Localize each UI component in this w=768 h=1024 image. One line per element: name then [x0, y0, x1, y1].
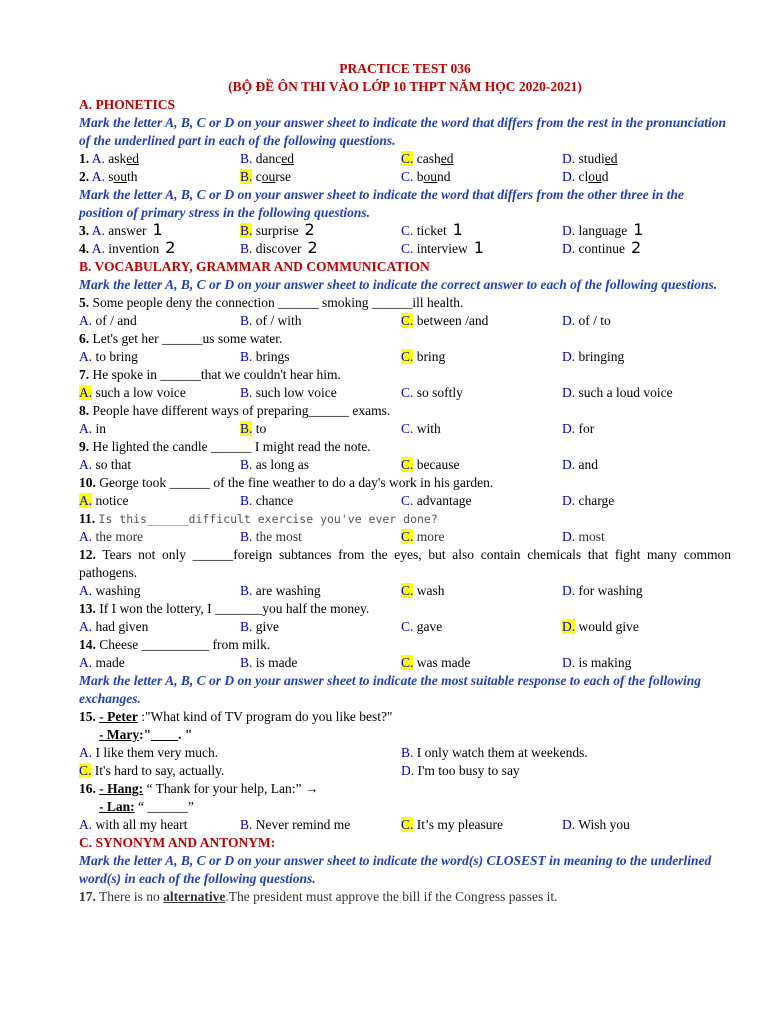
question-17-stem: 17. There is no alternative.The president must approve the bill if the Congress passes it.: [79, 889, 558, 904]
handwritten-stress-mark: 2: [631, 238, 642, 257]
handwritten-stress-mark: 2: [165, 238, 176, 257]
selected-answer-mark: C.: [401, 349, 414, 364]
selected-answer-mark: B.: [240, 169, 253, 184]
question-7-options: A. such a low voice B. such low voice C. so softly D. such a loud voice: [79, 385, 673, 400]
question-2: 2. A. south B. course C. bound D. cloud: [79, 169, 609, 184]
question-16-line1: 16. - Hang: “ Thank for your help, Lan:” →: [79, 781, 319, 796]
selected-answer-mark: B.: [240, 421, 253, 436]
section-phonetics-heading: A. PHONETICS: [79, 97, 176, 112]
selected-answer-mark: C.: [401, 151, 414, 166]
question-15-line1: 15. - Peter :"What kind of TV program do you like best?": [79, 709, 393, 724]
selected-answer-mark: C.: [401, 529, 414, 544]
selected-answer-mark: C.: [401, 817, 414, 832]
instruction-stress: Mark the letter A, B, C or D on your answer sheet to indicate the word that differs from the other three in the position of primary stress in the following questions.: [79, 187, 684, 220]
selected-answer-mark: C.: [401, 313, 414, 328]
selected-answer-mark: C.: [401, 583, 414, 598]
question-4: 4. A. invention 2 B. discover 2 C. interview 1 D. continue 2: [79, 238, 642, 257]
question-12-stem: 12. Tears not only ______foreign subtances from the eyes, but also contain chemicals that fight many common pathogens.: [79, 547, 731, 580]
question-3: 3. A. answer 1 B. surprise 2 C. ticket 1 D. language 1: [79, 220, 644, 239]
question-13-options: A. had given B. give C. gave D. would give: [79, 619, 639, 634]
selected-answer-mark: C.: [401, 457, 414, 472]
question-15-line2: - Mary:"____. ": [99, 727, 193, 742]
instruction-correct-answer: Mark the letter A, B, C or D on your answer sheet to indicate the correct answer to each of the following questions.: [79, 277, 718, 292]
question-14-options: A. made B. is made C. was made D. is making: [79, 655, 632, 670]
question-11-options: A. the more B. the most C. more D. most: [79, 529, 605, 544]
document-page: [79, 60, 731, 906]
handwritten-stress-mark: 1: [633, 220, 644, 239]
question-16-options: A. with all my heart B. Never remind me C. It’s my pleasure D. Wish you: [79, 817, 630, 832]
section-synonym-heading: C. SYNONYM AND ANTONYM:: [79, 835, 276, 850]
question-5-options: A. of / and B. of / with C. between /and D. of / to: [79, 313, 611, 328]
handwritten-stress-mark: 1: [152, 220, 163, 239]
question-14-stem: 14. Cheese __________ from milk.: [79, 637, 271, 652]
question-12-options: A. washing B. are washing C. wash D. for washing: [79, 583, 643, 598]
question-9-stem: 9. He lighted the candle ______ I might read the note.: [79, 439, 371, 454]
section-vocabulary-heading: B. VOCABULARY, GRAMMAR AND COMMUNICATION: [79, 259, 430, 274]
handwritten-stress-mark: 2: [307, 238, 318, 257]
question-6-options: A. to bring B. brings C. bring D. bringing: [79, 349, 625, 364]
test-title: PRACTICE TEST 036: [339, 61, 471, 76]
question-15-options-2: C. It's hard to say, actually. D. I'm too busy to say: [79, 763, 520, 778]
question-1: 1. A. asked B. danced C. cashed D. studied: [79, 151, 618, 166]
question-13-stem: 13. If I won the lottery, I _______you half the money.: [79, 601, 370, 616]
selected-answer-mark: C.: [79, 763, 92, 778]
question-8-options: A. in B. to C. with D. for: [79, 421, 595, 436]
question-7-stem: 7. He spoke in ______that we couldn't hear him.: [79, 367, 341, 382]
selected-answer-mark: C.: [401, 655, 414, 670]
instruction-exchanges: Mark the letter A, B, C or D on your answer sheet to indicate the most suitable response to each of the following exchanges.: [79, 673, 702, 706]
question-6-stem: 6. Let's get her ______us some water.: [79, 331, 283, 346]
question-10-stem: 10. George took ______ of the fine weather to do a day's work in his garden.: [79, 475, 494, 490]
question-8-stem: 8. People have different ways of preparing______ exams.: [79, 403, 391, 418]
test-subtitle: (BỘ ĐỀ ÔN THI VÀO LỚP 10 THPT NĂM HỌC 2020-2021): [228, 79, 582, 94]
instruction-synonym: Mark the letter A, B, C or D on your answer sheet to indicate the word(s) CLOSEST in meaning to the underlined word(s) in each of the following questions.: [79, 853, 712, 886]
question-16-line2: - Lan: “ ______”: [99, 799, 194, 814]
selected-answer-mark: B.: [240, 223, 253, 238]
selected-answer-mark: D.: [562, 619, 576, 634]
selected-answer-mark: A.: [79, 493, 93, 508]
handwritten-stress-mark: 2: [304, 220, 315, 239]
handwritten-stress-mark: 1: [452, 220, 463, 239]
question-11-stem: 11. Is this______difficult exercise you've ever done?: [79, 511, 438, 526]
question-9-options: A. so that B. as long as C. because D. and: [79, 457, 598, 472]
question-15-options-1: A. I like them very much. B. I only watch them at weekends.: [79, 745, 588, 760]
handwritten-stress-mark: 1: [473, 238, 484, 257]
question-5-stem: 5. Some people deny the connection ______ smoking ______ill health.: [79, 295, 464, 310]
instruction-pronunciation: Mark the letter A, B, C or D on your answer sheet to indicate the word that differs from the rest in the pronunciation of the underlined part in each of the following questions.: [79, 115, 726, 148]
selected-answer-mark: A.: [79, 385, 93, 400]
question-10-options: A. notice B. chance C. advantage D. charge: [79, 493, 615, 508]
